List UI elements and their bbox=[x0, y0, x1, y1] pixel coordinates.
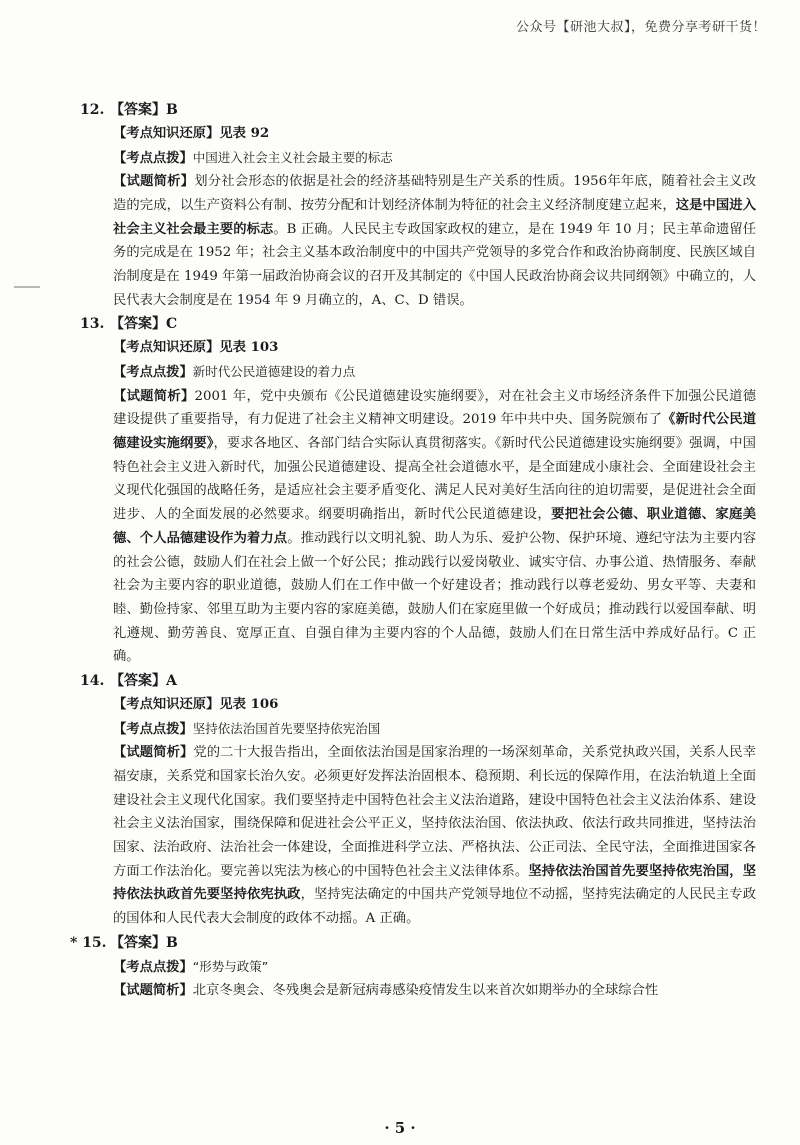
knowledge-value: 见表 103 bbox=[219, 340, 279, 356]
point-label: 【考点点拨】 bbox=[113, 150, 193, 166]
analysis-text: 2001 年，党中央颁布《公民道德建设实施纲要》，对在社会主义市场经济条件下加强公民道德建设提供了重要指导，有力促进了社会主义精神文明建设。2019 年中共中央、国务院颁布了 bbox=[113, 388, 756, 428]
analysis-text: 划分社会形态的依据是社会的经济基础特别是生产关系的性质。1956年年底，随着社会主义改造的完成，以生产资料公有制、按劳分配和计划经济体制为特征的社会主义经济制度建立起来， bbox=[113, 174, 757, 213]
answer-label: 【答案】 bbox=[110, 673, 166, 690]
answer-value: B bbox=[166, 102, 178, 118]
knowledge-row bbox=[84, 693, 756, 717]
question-14-header bbox=[80, 669, 756, 693]
analysis-label: 【试题简析】 bbox=[113, 388, 195, 404]
answer-label: 【答案】 bbox=[110, 934, 166, 951]
analysis-text: 。B 正确。人民民主专政国家政权的建立，是在 1949 年 10 月；民主革命遗留任务的完成是在 1952 年；社会主义基本政治制度中的中国共产党领导的多党合作和政治协商制度、民族区域自治制度是在 1949 年第一届政治协商会议的召开及其制定的《中国人民政治协商会议共同纲领》中确立的，人民代表大会制度是在 1954 年 9 月确立的，A、C、D 错误。 bbox=[113, 221, 756, 308]
point-value: “形势与政策” bbox=[192, 958, 269, 974]
point-value: 中国进入社会主义社会最主要的标志 bbox=[192, 149, 393, 165]
answer-value: A bbox=[166, 673, 177, 690]
analysis-emphasis: 要把社会公德、职业道德、家庭美德、个人品德建设作为着力点 bbox=[113, 507, 757, 546]
question-12-header bbox=[80, 98, 756, 122]
point-row bbox=[84, 955, 756, 980]
analysis-text: 党的二十大报告指出，全面依法治国是国家治理的一场深刻革命，关系党执政兴国，关系人民幸福安康，关系党和国家长治久安。必须更好发挥法治固根本、稳预期、利长远的保障作用，在法治轨道上全面建设社会主义现代化国家。我们要坚持走中国特色社会主义法治道路，建设中国特色社会主义法治体系、建设社会主义法治国家，围绕保障和促进社会公平正义，坚持依法治国、依法执政、依法行政共同推进，坚持法治国家、法治政府、法治社会一体建设，全面推进科学立法、严格执法、公正司法、全民守法，全面推进国家各方面工作法治化。要完善以宪法为核心的中国特色社会主义法律体系。 bbox=[113, 745, 757, 879]
analysis-emphasis: 《新时代公民道德建设实施纲要》 bbox=[113, 412, 756, 451]
question-number: * 15. bbox=[70, 934, 107, 951]
analysis-label: 【试题简析】 bbox=[113, 745, 194, 761]
analysis-text: 。推动践行以文明礼貌、助人为乐、爱护公物、保护环境、遵纪守法为主要内容的社会公德，鼓励人们在社会上做一个好公民；推动践行以爱岗敬业、诚实守信、办事公道、热情服务、奉献社会为主要内容的职业道德，鼓励人们在工作中做一个好建设者；推动践行以尊老爱幼、男女平等、夫妻和睦、勤俭持家、邻里互助为主要内容的家庭美德，鼓励人们在家庭里做一个好成员；推动践行以爱国奉献、明礼遵规、勤劳善良、宽厚正直、自强自律为主要内容的个人品德，鼓励人们在日常生活中养成好品行。C 正确。 bbox=[113, 530, 757, 665]
analysis-label: 【试题简析】 bbox=[113, 983, 193, 999]
knowledge-label: 【考点知识还原】 bbox=[113, 126, 220, 141]
page-number: · 5 · bbox=[384, 1119, 416, 1137]
analysis-paragraph bbox=[84, 979, 756, 1003]
analysis-paragraph bbox=[84, 385, 756, 669]
question-number: 13. bbox=[80, 316, 105, 333]
analysis-emphasis: 这是中国进入社会主义社会最主要的标志 bbox=[113, 197, 757, 237]
analysis-paragraph bbox=[84, 741, 756, 931]
point-row bbox=[84, 146, 756, 171]
answer-value: B bbox=[166, 934, 178, 951]
watermark: 公众号【研池大叔】，免费分享考研干货！ bbox=[515, 20, 766, 35]
analysis-text: 北京冬奥会、冬残奥会是新冠病毒感染疫情发生以来首次如期举办的全球综合性 bbox=[192, 983, 659, 999]
point-label: 【考点点拨】 bbox=[113, 365, 193, 380]
analysis-text: ，坚持宪法确定的中国共产党领导地位不动摇，坚持宪法确定的人民民主专政的国体和人民代表大会制度的政体不动摇。A 正确。 bbox=[113, 887, 757, 927]
knowledge-row bbox=[84, 122, 756, 146]
knowledge-value: 见表 106 bbox=[219, 697, 279, 713]
question-number: 14. bbox=[80, 673, 105, 690]
point-value: 新时代公民道德建设的着力点 bbox=[192, 364, 356, 379]
question-13-header bbox=[80, 312, 756, 336]
point-row bbox=[84, 717, 756, 742]
analysis-emphasis: 坚持依法治国首先要坚持依宪治国，坚持依法执政首先要坚持依宪执政 bbox=[113, 863, 757, 903]
analysis-text: ，要求各地区、各部门结合实际认真贯彻落实。《新时代公民道德建设实施纲要》强调，中国特色社会主义进入新时代，加强公民道德建设、提高全社会道德水平，是全面建成小康社会、全面建设社会主义现代化强国的战略任务，是适应社会主要矛盾变化、满足人民对美好生活向往的迫切需要，是促进社会全面进步、人的全面发展的必然要求。纲要明确指出，新时代公民道德建设， bbox=[113, 436, 756, 523]
point-row bbox=[84, 360, 756, 385]
point-label: 【考点点拨】 bbox=[113, 959, 193, 975]
knowledge-label: 【考点知识还原】 bbox=[113, 697, 220, 713]
analysis-paragraph bbox=[84, 170, 756, 312]
point-label: 【考点点拨】 bbox=[113, 721, 193, 737]
knowledge-value: 见表 92 bbox=[219, 126, 270, 141]
knowledge-label: 【考点知识还原】 bbox=[113, 340, 220, 356]
analysis-label: 【试题简析】 bbox=[113, 174, 195, 190]
knowledge-row bbox=[84, 336, 756, 360]
margin-mark bbox=[14, 286, 40, 288]
answer-label: 【答案】 bbox=[110, 316, 166, 333]
point-value: 坚持依法治国首先要坚持依宪治国 bbox=[192, 720, 381, 736]
answer-label: 【答案】 bbox=[110, 102, 166, 118]
question-number: 12. bbox=[80, 102, 105, 118]
answer-value: C bbox=[166, 316, 178, 333]
question-15-header bbox=[70, 931, 756, 955]
page-content bbox=[70, 98, 757, 1003]
